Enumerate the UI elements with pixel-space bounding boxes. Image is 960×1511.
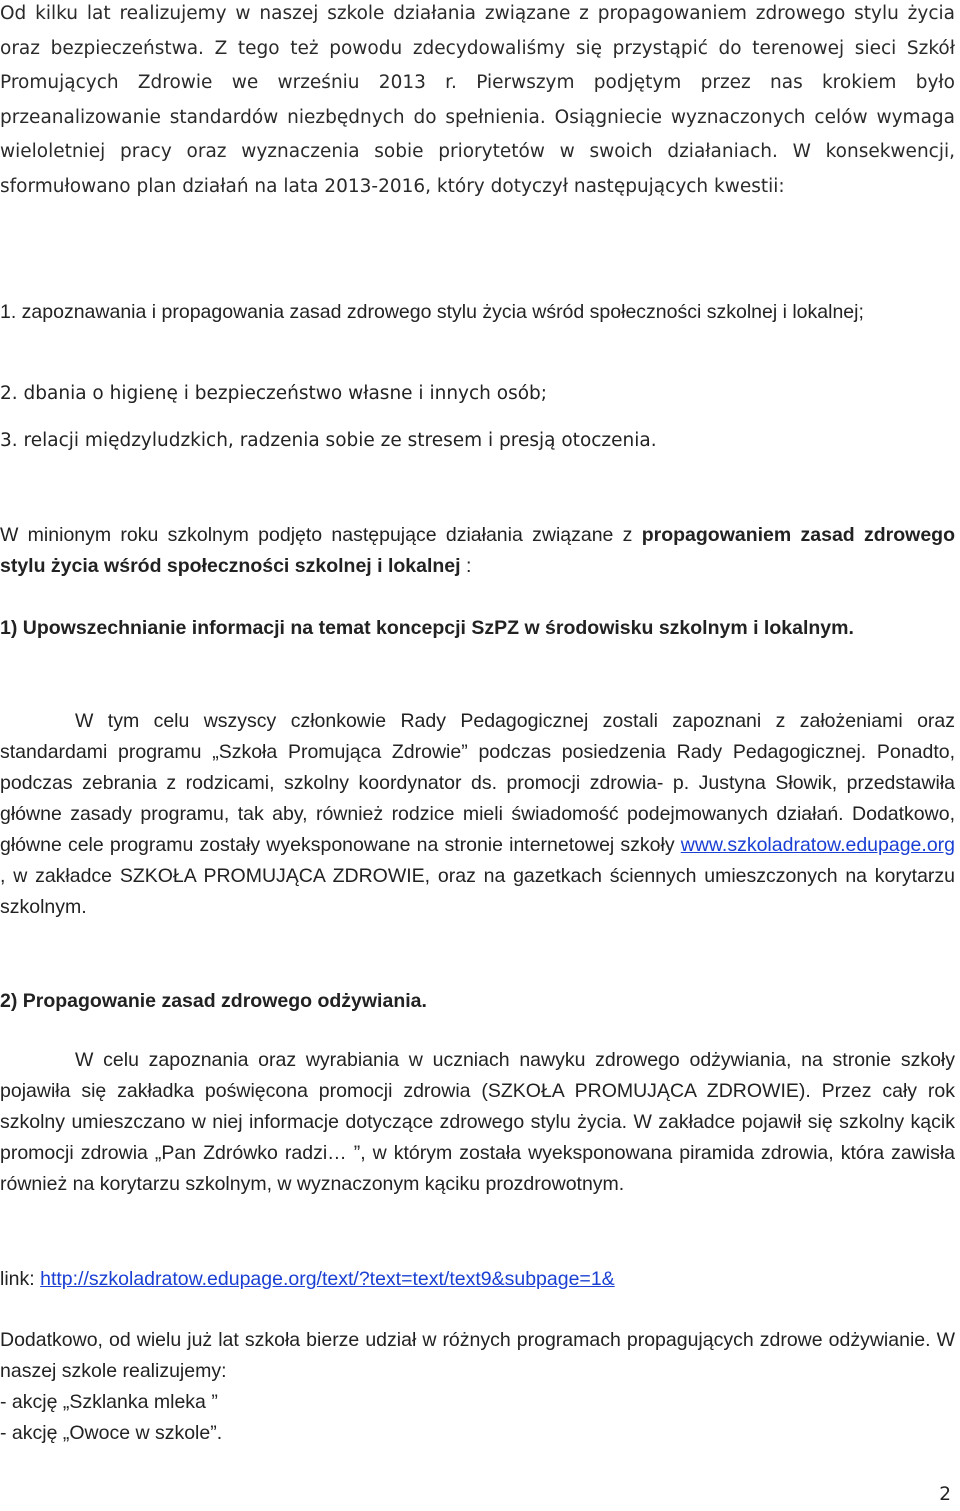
actions-intro-text: W minionym roku szkolnym podjęto następujące działania związane z [0, 524, 642, 546]
actions-intro-end: : [460, 555, 472, 577]
priority-item-3: 3. relacji międzyludzkich, radzenia sobie ze stresem i presją otoczenia. [0, 430, 657, 451]
intro-paragraph: Od kilku lat realizujemy w naszej szkole działania związane z propagowaniem zdrowego stylu życia oraz bezpieczeństwa. Z tego też powodu zdecydowaliśmy się przystąpić do terenowej sieci Szkół Promujących Zdrowie we wrześniu 2013 r. Pierwszym podjętym przez nas krokiem było przeanalizowanie standardów niezbędnych do spełnienia. Osiągniecie wyznaczonych celów wymaga wieloletniej pracy oraz wyznaczenia sobie priorytetów w swoich działaniach. W konsekwencji, sformułowano plan działań na lata 2013-2016, który dotyczył następujących kwestii: [0, 3, 955, 197]
priority-item-1: 1. zapoznawania i propagowania zasad zdrowego stylu życia wśród społeczności szkolnej i lokalnej; [0, 301, 864, 323]
health-tab-link[interactable]: http://szkoladratow.edupage.org/text/?text=text/text9&subpage=1& [40, 1268, 615, 1290]
health-tab-link-line [0, 1263, 955, 1295]
program-item-2: - akcję „Owoce w szkole”. [0, 1422, 223, 1444]
section1-heading: 1) Upowszechnianie informacji na temat koncepcji SzPZ w środowisku szkolnym i lokalnym. [0, 617, 854, 639]
section1-text-end: , w zakładce SZKOŁA PROMUJĄCA ZDROWIE, oraz na gazetkach ściennych umieszczonych na korytarzu szkolnym. [0, 865, 955, 918]
page-number: 2 [939, 1484, 951, 1505]
school-website-link[interactable]: www.szkoladratow.edupage.org [680, 834, 955, 856]
link-label: link: [0, 1268, 41, 1290]
programs-paragraph: Dodatkowo, od wielu już lat szkoła bierze udział w różnych programach propagujących zdrowe odżywianie. W naszej szkole realizujemy: [0, 1329, 955, 1382]
actions-intro-bold: propagowaniem zasad zdrowego stylu życia wśród społeczności szkolnej i lokalnej [0, 524, 955, 577]
section1-text: W tym celu wszyscy członkowie Rady Pedagogicznej zostali zapoznani z założeniami oraz standardami programu „Szkoła Promująca Zdrowie” podczas posiedzenia Rady Pedagogicznej. Ponadto, podczas zebrania z rodzicami, szkolny koordynator ds. promocji zdrowia- p. Justyna Słowik, przedstawiła główne zasady programu, tak aby, również rodzice mieli świadomość podejmowanych działań. Dodatkowo, główne cele programu zostały wyeksponowane na stronie internetowej szkoły [0, 710, 955, 856]
priority-item-2: 2. dbania o higienę i bezpieczeństwo własne i innych osób; [0, 383, 548, 404]
program-item-1: - akcję „Szklanka mleka ” [0, 1391, 218, 1413]
section2-paragraph: W celu zapoznania oraz wyrabiania w uczniach nawyku zdrowego odżywiania, na stronie szkoły pojawiła się zakładka poświęcona promocji zdrowia (SZKOŁA PROMUJĄCA ZDROWIE). Przez cały rok szkolny umieszczano w niej informacje dotyczące zdrowego stylu życia. W zakładce pojawił się szkolny kącik promocji zdrowia „Pan Zdrówko radzi… ”, w którym została wyeksponowana piramida zdrowia, która zawisła również na korytarzu szkolnym, w wyznaczonym kąciku prozdrowotnym. [0, 1049, 955, 1195]
section2-heading: 2) Propagowanie zasad zdrowego odżywiania. [0, 990, 427, 1012]
actions-intro [0, 520, 955, 582]
section1-paragraph [0, 706, 955, 923]
